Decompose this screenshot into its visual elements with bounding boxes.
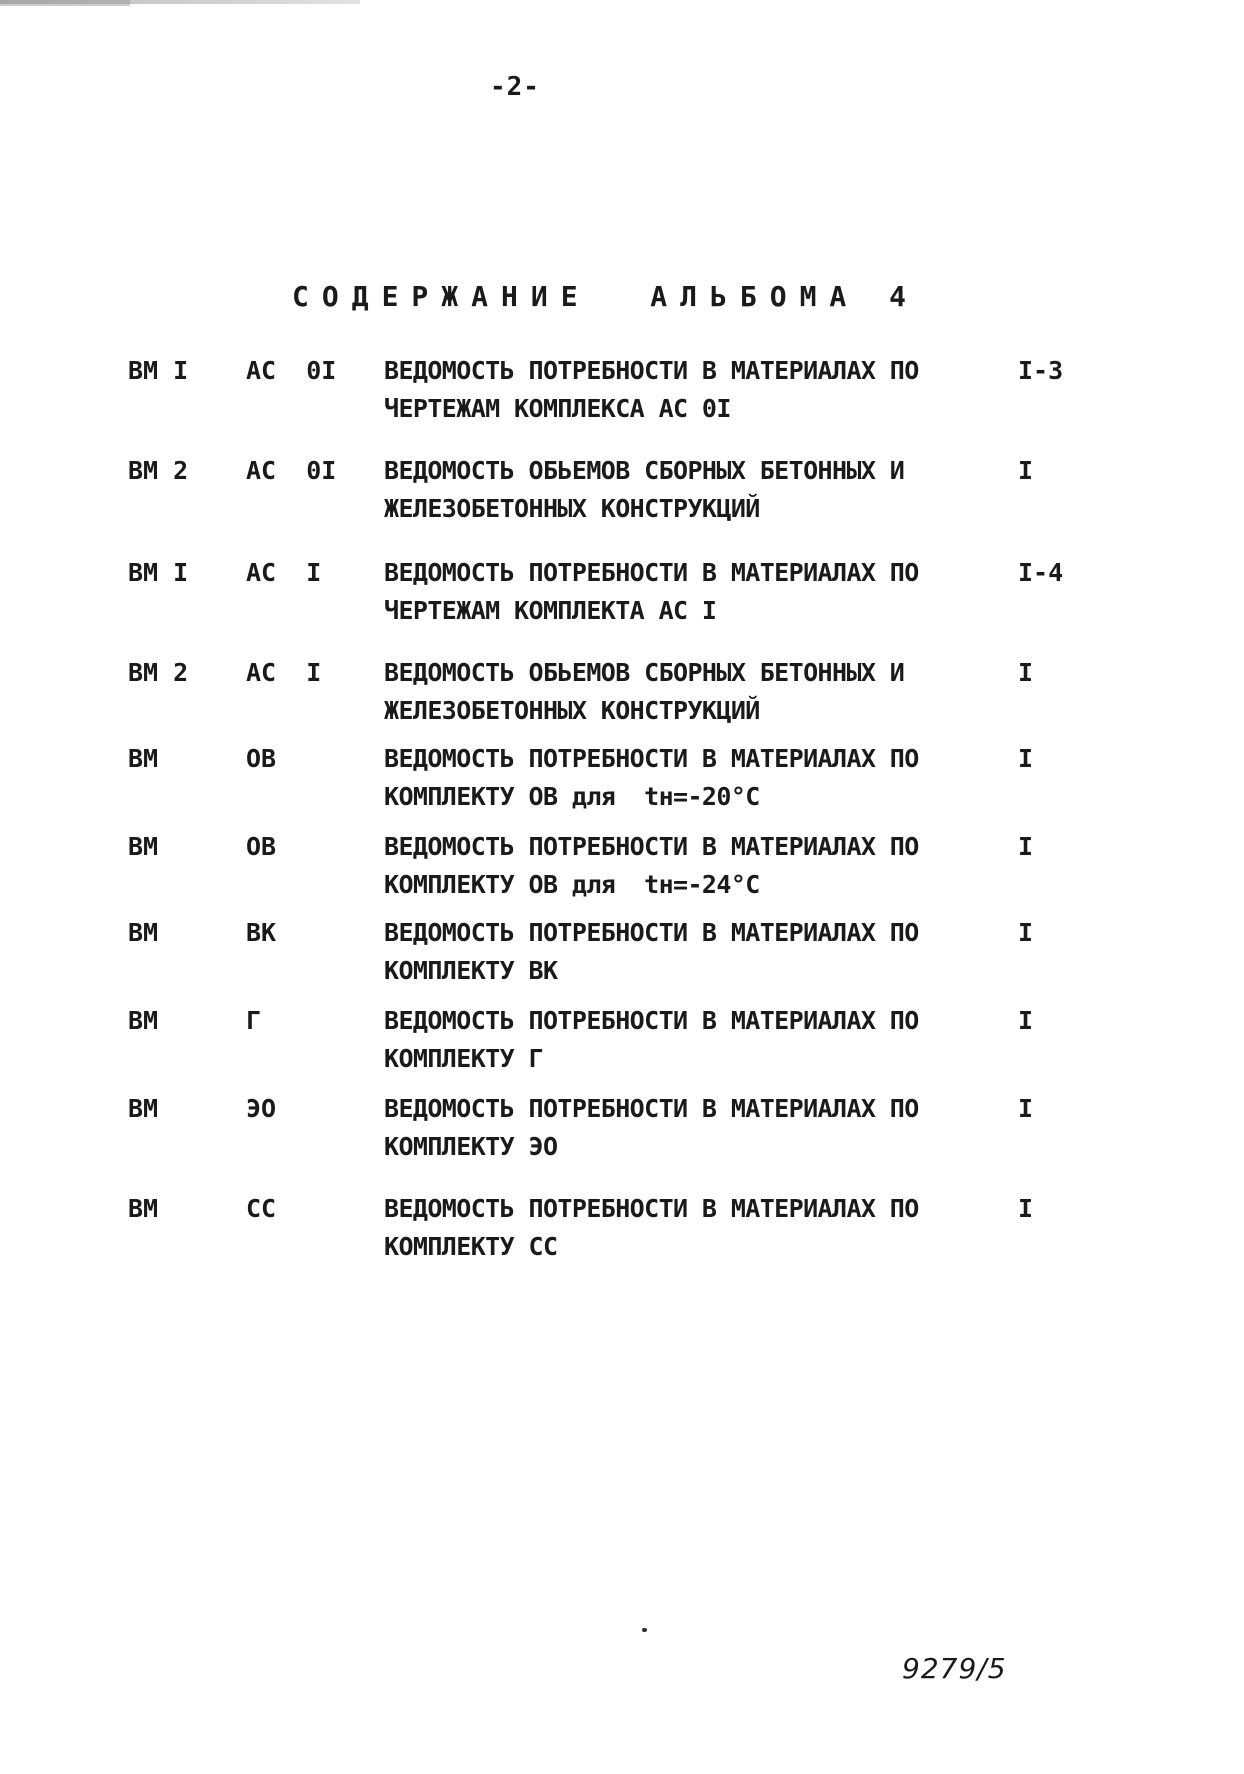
- entry-description-line: ВЕДОМОСТЬ ПОТРЕБНОСТИ В МАТЕРИАЛАХ ПО: [384, 832, 919, 861]
- entry-code: ВМ: [128, 918, 159, 947]
- entry-description-line: КОМПЛЕКТУ ОВ для tн=-24°С: [384, 870, 760, 899]
- entry-description-line: ВЕДОМОСТЬ ОБЬЕМОВ СБОРНЫХ БЕТОННЫХ И: [384, 658, 905, 687]
- entry-description-line: КОМПЛЕКТУ ОВ для tн=-20°С: [384, 782, 760, 811]
- entry-set: АС 0I: [246, 456, 337, 485]
- entry-description-line: ВЕДОМОСТЬ ПОТРЕБНОСТИ В МАТЕРИАЛАХ ПО: [384, 558, 919, 587]
- entry-sheets: I-4: [1018, 558, 1064, 587]
- entry-sheets: I: [1018, 1094, 1034, 1123]
- entry-description: [384, 1190, 954, 1266]
- entry-description-line: КОМПЛЕКТУ ВК: [384, 956, 558, 985]
- entry-description-line: КОМПЛЕКТУ СС: [384, 1232, 558, 1261]
- entry-description-line: ВЕДОМОСТЬ ПОТРЕБНОСТИ В МАТЕРИАЛАХ ПО: [384, 356, 919, 385]
- entry-description: [384, 352, 954, 428]
- entry-description: [384, 740, 954, 816]
- entry-description-line: ВЕДОМОСТЬ ПОТРЕБНОСТИ В МАТЕРИАЛАХ ПО: [384, 1094, 919, 1123]
- ink-dot: [642, 1628, 647, 1632]
- entry-description: [384, 654, 954, 730]
- entry-description-line: ЧЕРТЕЖАМ КОМПЛЕКТА АС I: [384, 596, 717, 625]
- entry-sheets: I: [1018, 658, 1034, 687]
- entry-code: ВМ: [128, 1194, 159, 1223]
- entry-code: ВМ: [128, 832, 159, 861]
- entry-code: ВМ I: [128, 356, 189, 385]
- entry-description-line: ВЕДОМОСТЬ ПОТРЕБНОСТИ В МАТЕРИАЛАХ ПО: [384, 1006, 919, 1035]
- entry-description: [384, 1002, 954, 1078]
- entry-set: ОВ: [246, 744, 277, 773]
- entry-code: ВМ 2: [128, 658, 189, 687]
- entry-description-line: КОМПЛЕКТУ ЭО: [384, 1132, 558, 1161]
- entry-set: СС: [246, 1194, 277, 1223]
- entry-code: ВМ I: [128, 558, 189, 587]
- entry-set: АС I: [246, 558, 322, 587]
- entry-sheets: I: [1018, 918, 1034, 947]
- entry-code: ВМ: [128, 1094, 159, 1123]
- entry-description: [384, 1090, 954, 1166]
- entry-description-line: ВЕДОМОСТЬ ПОТРЕБНОСТИ В МАТЕРИАЛАХ ПО: [384, 744, 919, 773]
- entry-set: АС I: [246, 658, 322, 687]
- page-title: СОДЕРЖАНИЕ АЛЬБОМА 4: [292, 280, 920, 313]
- entry-description: [384, 554, 954, 630]
- entry-sheets: I: [1018, 1194, 1034, 1223]
- entry-set: ВК: [246, 918, 277, 947]
- entry-code: ВМ: [128, 1006, 159, 1035]
- entry-sheets: I-3: [1018, 356, 1064, 385]
- entry-sheets: I: [1018, 456, 1034, 485]
- entry-sheets: I: [1018, 744, 1034, 773]
- entry-description-line: ЖЕЛЕЗОБЕТОННЫХ КОНСТРУКЦИЙ: [384, 696, 760, 725]
- entry-description: [384, 828, 954, 904]
- entry-description-line: ВЕДОМОСТЬ ПОТРЕБНОСТИ В МАТЕРИАЛАХ ПО: [384, 1194, 919, 1223]
- entry-code: ВМ: [128, 744, 159, 773]
- entry-set: Г: [246, 1006, 262, 1035]
- entry-sheets: I: [1018, 1006, 1034, 1035]
- entry-description-line: ЧЕРТЕЖАМ КОМПЛЕКСА АС 0I: [384, 394, 731, 423]
- entry-description-line: ВЕДОМОСТЬ ПОТРЕБНОСТИ В МАТЕРИАЛАХ ПО: [384, 918, 919, 947]
- scan-top-line: [0, 0, 360, 4]
- entry-description: [384, 914, 954, 990]
- entry-description-line: КОМПЛЕКТУ Г: [384, 1044, 543, 1073]
- entry-set: АС 0I: [246, 356, 337, 385]
- entry-description: [384, 452, 954, 528]
- entry-description-line: ЖЕЛЕЗОБЕТОННЫХ КОНСТРУКЦИЙ: [384, 494, 760, 523]
- inventory-number: 9279/5: [902, 1652, 1007, 1685]
- entry-description-line: ВЕДОМОСТЬ ОБЬЕМОВ СБОРНЫХ БЕТОННЫХ И: [384, 456, 905, 485]
- entry-sheets: I: [1018, 832, 1034, 861]
- entry-set: ЭО: [246, 1094, 277, 1123]
- entry-set: ОВ: [246, 832, 277, 861]
- entry-code: ВМ 2: [128, 456, 189, 485]
- page-number: -2-: [490, 72, 540, 102]
